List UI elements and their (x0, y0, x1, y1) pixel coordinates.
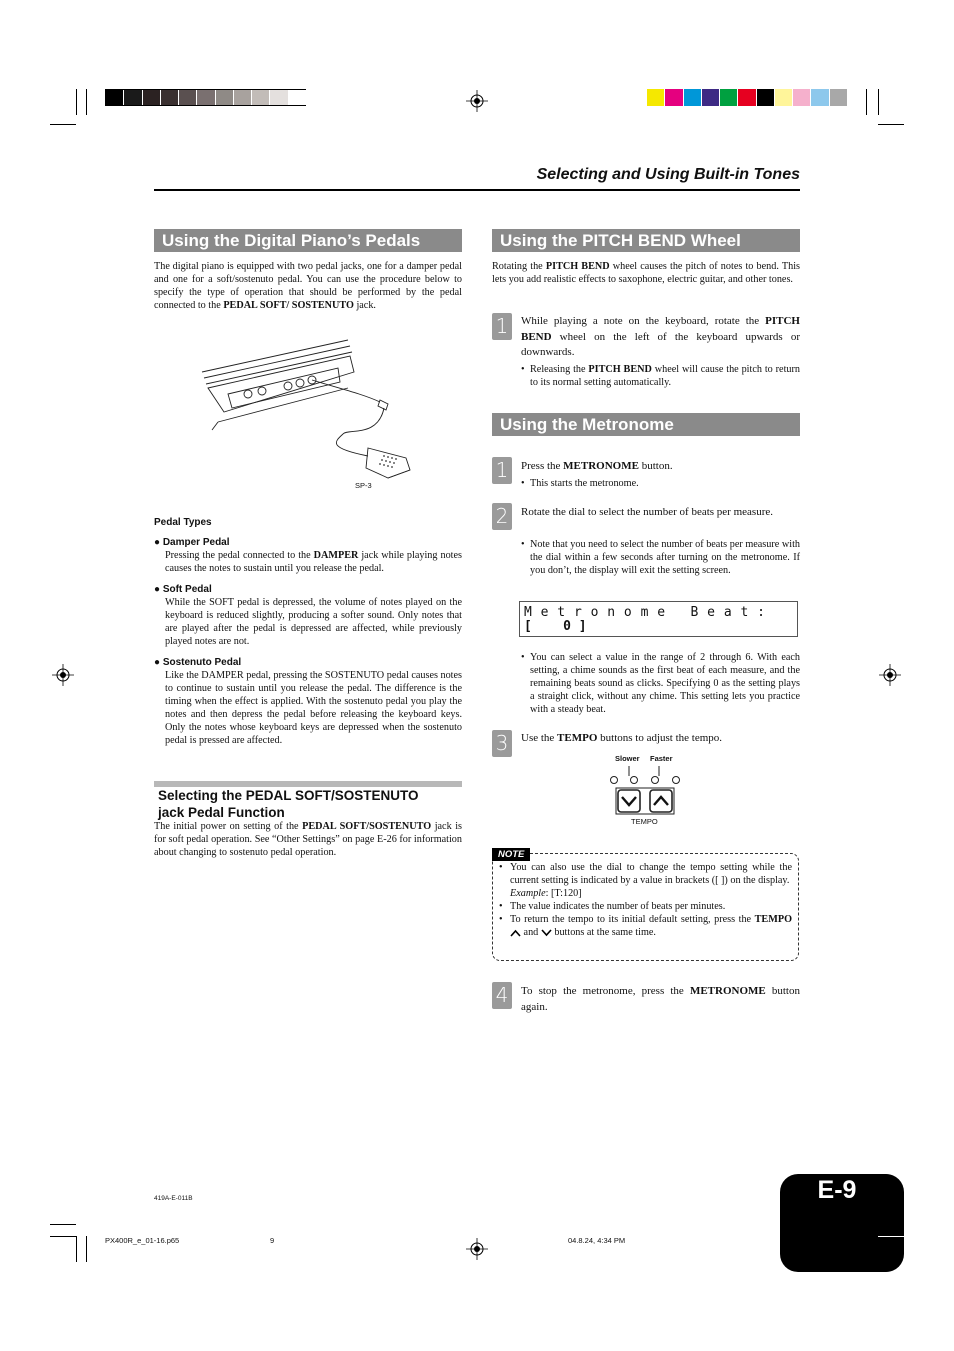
color-swatch (179, 90, 196, 105)
metronome-beat-range-bullet: • You can select a value in the range of 2 through 6. With each setting, a chime sounds as the first beat of each measure, and the remaining beats sound as clicks. Specifying 0 as the setting plays a straight click, without any chime. This setting lets you practice with a steady beat. (521, 652, 800, 715)
pitch-step-1-text: While playing a note on the keyboard, rotate the PITCH BEND wheel on the left of the keyboard upwards or downwards. (521, 315, 800, 358)
note-tag: NOTE (492, 848, 530, 861)
color-swatch (738, 89, 755, 106)
metronome-step-2-bullet: • Note that you need to select the number of beats per measure with the dial within a few seconds after turning on the metronome. If you don’t, the display will exit the setting screen. (521, 539, 800, 576)
sostenuto-pedal-heading: ● Sostenuto Pedal (154, 657, 242, 668)
color-swatch (775, 89, 792, 106)
metronome-step-2-text: Rotate the dial to select the number of beats per measure. (521, 506, 773, 518)
grayscale-calibration-strip (105, 89, 306, 106)
pedal-connection-illustration (198, 338, 428, 490)
registration-target-icon (466, 1238, 488, 1260)
chevron-down-icon (541, 929, 552, 937)
soft-pedal-text: While the SOFT pedal is depressed, the volume of notes played on the keyboard is reduced slightly, producing a softer sound. Only notes that are played after the pedal is depressed are affected, while previously played notes are not. (165, 597, 462, 647)
color-swatch (720, 89, 737, 106)
color-swatch (234, 90, 251, 105)
pedal-function-subsection-title: Selecting the PEDAL SOFT/SOSTENUTO jack Pedal Function (154, 781, 462, 821)
pitch-step-1-bullet: • Releasing the PITCH BEND wheel will cause the pitch to return to its normal setting automatically. (521, 364, 800, 388)
tempo-up-button (650, 790, 672, 812)
color-swatch (252, 90, 269, 105)
crop-mark (50, 124, 76, 125)
damper-pedal-heading: ● Damper Pedal (154, 537, 230, 548)
step-number: 2 (492, 503, 512, 530)
color-swatch (684, 89, 701, 106)
metronome-step-3-text: Use the TEMPO buttons to adjust the tempo. (521, 732, 723, 744)
color-swatch (830, 89, 847, 106)
crop-mark (76, 1236, 77, 1262)
color-swatch (757, 89, 774, 106)
color-swatch (811, 89, 828, 106)
step-number: 3 (492, 730, 512, 757)
metronome-step-1-bullet: • This starts the metronome. (521, 478, 639, 489)
color-swatch (161, 90, 178, 105)
lcd-line-1: M e t r o n o m e B e a t : (524, 605, 766, 620)
color-swatch (216, 90, 233, 105)
crop-mark (50, 1236, 76, 1237)
crop-mark (878, 1236, 904, 1237)
color-swatch (665, 89, 682, 106)
registration-target-icon (466, 90, 488, 112)
pitch-bend-intro: Rotating the PITCH BEND wheel causes the pitch of notes to bend. This lets you add realistic effects to saxophone, electric guitar, and other tones. (492, 261, 800, 285)
crop-mark (86, 1236, 87, 1262)
pedal-function-text: The initial power on setting of the PEDAL SOFT/SOSTENUTO jack is for soft pedal operation. See “Other Settings” on page E-26 for information about changing to sostenuto pedal operation. (154, 821, 463, 858)
color-swatch (270, 90, 287, 105)
step-number: 1 (492, 457, 512, 484)
color-swatch (647, 89, 664, 106)
step-number: 1 (492, 313, 512, 340)
footer-page: 9 (270, 1236, 275, 1245)
color-swatch (197, 90, 214, 105)
soft-pedal-heading: ● Soft Pedal (154, 584, 212, 595)
note-bullet: • The value indicates the number of beats per minutes. (499, 901, 726, 912)
metronome-step-4-text: To stop the metronome, press the METRONOME button again. (521, 985, 800, 1013)
crop-mark (86, 89, 87, 115)
color-calibration-strip (647, 89, 848, 106)
tempo-buttons-illustration (608, 764, 684, 816)
metronome-section-title: Using the Metronome (492, 413, 800, 436)
color-swatch (702, 89, 719, 106)
document-code: 419A-E-011B (154, 1195, 193, 1202)
lcd-display (519, 601, 798, 637)
crop-mark (878, 124, 904, 125)
crop-mark (878, 89, 879, 115)
color-swatch (289, 90, 306, 105)
step-number: 4 (492, 982, 512, 1009)
damper-pedal-text: Pressing the pedal connected to the DAMPER jack while playing notes causes the notes to sustain until you release the pedal. (165, 550, 462, 574)
tempo-slower-label: Slower (615, 754, 640, 763)
pedals-section-title: Using the Digital Piano’s Pedals (154, 229, 462, 252)
pedal-types-heading: Pedal Types (154, 517, 212, 528)
crop-mark (76, 89, 77, 115)
tempo-faster-label: Faster (650, 754, 673, 763)
metronome-step-1-text: Press the METRONOME button. (521, 460, 673, 472)
chevron-up-icon (510, 929, 521, 937)
registration-target-icon (879, 664, 901, 686)
footer-filename: PX400R_e_01-16.p65 (105, 1236, 180, 1245)
footer-datetime: 04.8.24, 4:34 PM (568, 1236, 626, 1245)
pedals-intro: The digital piano is equipped with two pedal jacks, one for a damper pedal and one for a soft/sostenuto pedal. You can use the procedure below to specify the type of operation that should be performed by the pedal connected to the PEDAL SOFT/ SOSTENUTO jack. (154, 261, 462, 311)
color-swatch (106, 90, 123, 105)
header-rule (154, 189, 800, 191)
registration-target-icon (52, 664, 74, 686)
note-bullet: • To return the tempo to its initial default setting, press the TEMPO and buttons at the same time. (499, 914, 792, 938)
color-swatch (143, 90, 160, 105)
note-content (499, 861, 792, 939)
color-swatch (124, 90, 141, 105)
tempo-figure-label: TEMPO (631, 817, 658, 826)
pitch-bend-section-title: Using the PITCH BEND Wheel (492, 229, 800, 252)
chapter-title: Selecting and Using Built-in Tones (536, 166, 800, 183)
lcd-line-2: [ 0 ] (524, 619, 587, 634)
page-number: E-9 (817, 1176, 857, 1204)
pedal-figure-label: SP-3 (355, 481, 372, 490)
crop-mark (866, 89, 867, 115)
color-swatch (793, 89, 810, 106)
sostenuto-pedal-text: Like the DAMPER pedal, pressing the SOSTENUTO pedal causes notes to continue to sustain until you release the pedal. The difference is the timing when the effect is applied. With the sostenuto pedal you play the notes and then depress the pedal before releasing the keyboard keys. Only the notes whose keyboard keys are depressed when the sostenuto pedal is pressed are affected. (165, 670, 462, 746)
note-bullet: • You can also use the dial to change the tempo setting while the current setting is indicated by a value in brackets ([ ]) on the display. Example: [T:120] (499, 862, 792, 899)
crop-mark (50, 1224, 76, 1225)
tempo-down-button (618, 790, 640, 812)
